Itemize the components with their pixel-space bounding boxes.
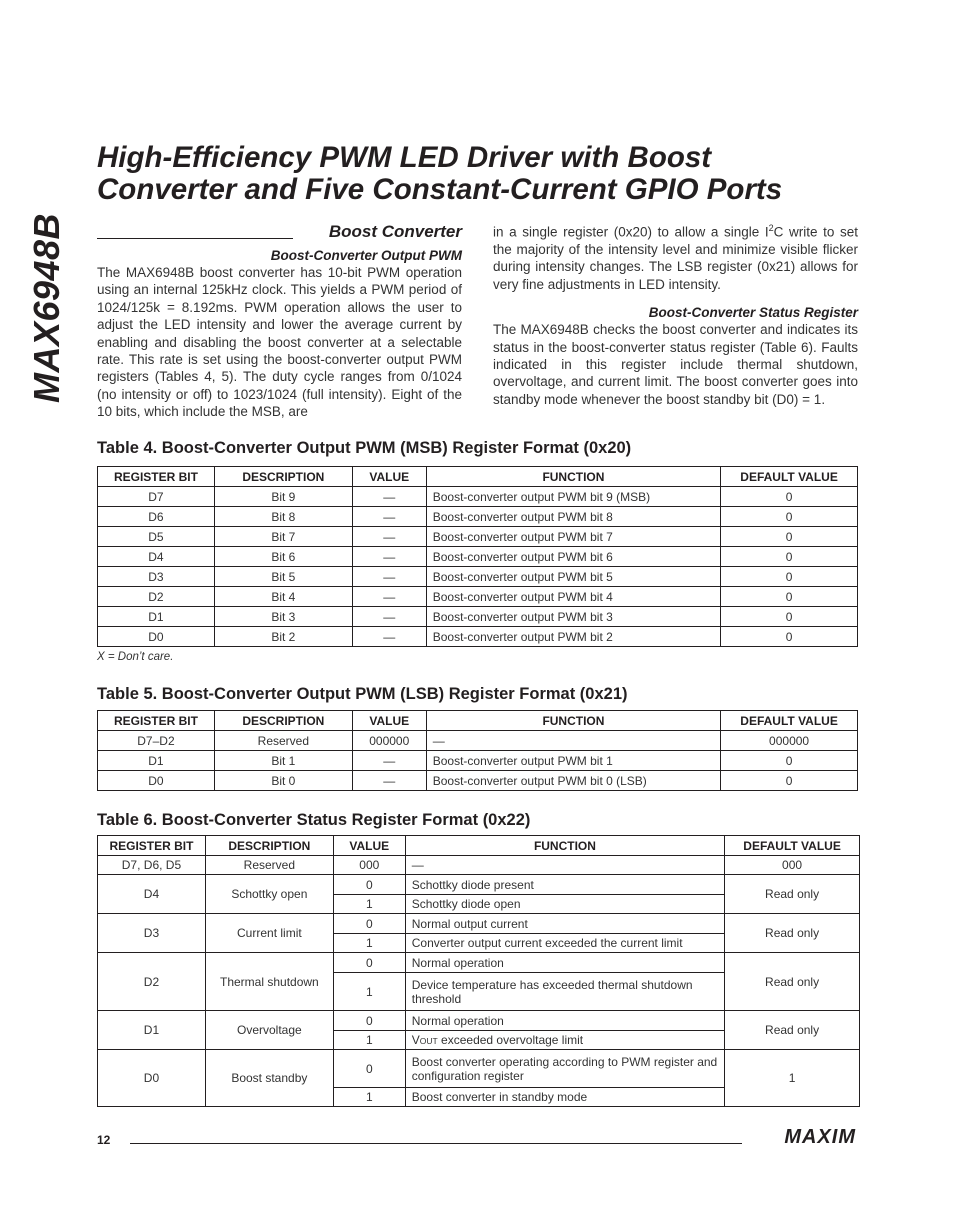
paragraph-output-pwm: The MAX6948B boost converter has 10-bit PWM operation using an internal 125kHz clock. This yields a PWM period of 1024/125k = 8.192ms. PWM operation allows the user to adjust the LED intensity and lower the average current by enabling and disabling the boost converter at a selectable rate. This rate is set using the boost-converter output PWM registers (Tables 4, 5). The duty cycle ranges from 0/1024 (no intensity or off) to 1023/1024 (full intensity). Eight of the 10 bits, which include the MSB, are (97, 265, 462, 420)
table-row: D6 Bit 8 — Boost-converter output PWM bit 8 0 (98, 507, 858, 527)
table5-caption: Table 5. Boost-Converter Output PWM (LSB) Register Format (0x21) (97, 685, 628, 703)
title-line-2: Converter and Five Constant-Current GPIO Ports (97, 173, 783, 206)
table4-caption: Table 4. Boost-Converter Output PWM (MSB) Register Format (0x20) (97, 439, 632, 457)
table5-header-row: REGISTER BIT DESCRIPTION VALUE FUNCTION DEFAULT VALUE (98, 711, 858, 731)
table-row: D0 Bit 0 — Boost-converter output PWM bit 0 (LSB) 0 (98, 771, 858, 791)
subheading-status-register: Boost-Converter Status Register (648, 305, 858, 321)
footer-rule (130, 1143, 742, 1144)
table-row: D1 Bit 1 — Boost-converter output PWM bit 1 0 (98, 751, 858, 771)
table6-caption: Table 6. Boost-Converter Status Register Format (0x22) (97, 811, 531, 829)
table-row: D1 Bit 3 — Boost-converter output PWM bit 3 0 (98, 607, 858, 627)
title-line-1: High-Efficiency PWM LED Driver with Boost (97, 141, 712, 174)
left-column (97, 222, 462, 421)
table-row: 1 Device temperature has exceeded thermal shutdown threshold (98, 973, 860, 1011)
side-part-number: MAX6948B (26, 212, 67, 404)
table4 (97, 466, 858, 647)
right-column (493, 220, 858, 408)
table-row: D4 Schottky open 0 Schottky diode present Read only (98, 875, 860, 895)
table5 (97, 710, 858, 791)
section-heading: Boost Converter (97, 222, 462, 242)
table-row: 1 Converter output current exceeded the current limit (98, 934, 860, 953)
table-row: D7–D2 Reserved 000000 — 000000 (98, 731, 858, 751)
table-row: D3 Current limit 0 Normal output current Read only (98, 914, 860, 934)
table-row: 1 VOUT exceeded overvoltage limit (98, 1031, 860, 1050)
heading-rule (97, 238, 293, 239)
table-row: D2 Bit 4 — Boost-converter output PWM bit 4 0 (98, 587, 858, 607)
svg-text:MAXIM: MAXIM (784, 1126, 856, 1146)
table-row: D2 Thermal shutdown 0 Normal operation Read only (98, 953, 860, 973)
paragraph-register: in a single register (0x20) to allow a single $I^2C$ write to set the majority of the intensity level and minimize visible flicker during intensity changes. The LSB register (0x21) allows for very fine adjustments in LED intensity. (493, 223, 858, 292)
page-title (97, 142, 877, 206)
table6-header-row: REGISTER BIT DESCRIPTION VALUE FUNCTION DEFAULT VALUE (98, 836, 860, 856)
table-row: D1 Overvoltage 0 Normal operation Read only (98, 1011, 860, 1031)
table4-note: X = Don’t care. (97, 651, 174, 663)
table-row: 1 Boost converter in standby mode (98, 1088, 860, 1107)
paragraph-status-register: The MAX6948B checks the boost converter and indicates its status in the boost-converter status register (Table 6). Faults indicated in this register include thermal shutdown, overvoltage, and current limit. The boost converter goes into standby mode whenever the boost standby bit (D0) = 1. (493, 322, 858, 407)
subheading-output-pwm: Boost-Converter Output PWM (270, 248, 462, 263)
table-row: D3 Bit 5 — Boost-converter output PWM bit 5 0 (98, 567, 858, 587)
table-row: D7 Bit 9 — Boost-converter output PWM bit 9 (MSB) 0 (98, 487, 858, 507)
table-row: D4 Bit 6 — Boost-converter output PWM bit 6 0 (98, 547, 858, 567)
table-row: D7, D6, D5 Reserved 000 — 000 (98, 856, 860, 875)
maxim-logo (748, 1126, 858, 1146)
page-number: 12 (97, 1133, 111, 1147)
table-row: D0 Boost standby 0 Boost converter operating according to PWM register and configuration register 1 (98, 1050, 860, 1088)
table4-header-row: REGISTER BIT DESCRIPTION VALUE FUNCTION DEFAULT VALUE (98, 467, 858, 487)
table-row: 1 Schottky diode open (98, 895, 860, 914)
table-row: D5 Bit 7 — Boost-converter output PWM bit 7 0 (98, 527, 858, 547)
table6 (97, 835, 860, 1107)
table-row: D0 Bit 2 — Boost-converter output PWM bit 2 0 (98, 627, 858, 647)
